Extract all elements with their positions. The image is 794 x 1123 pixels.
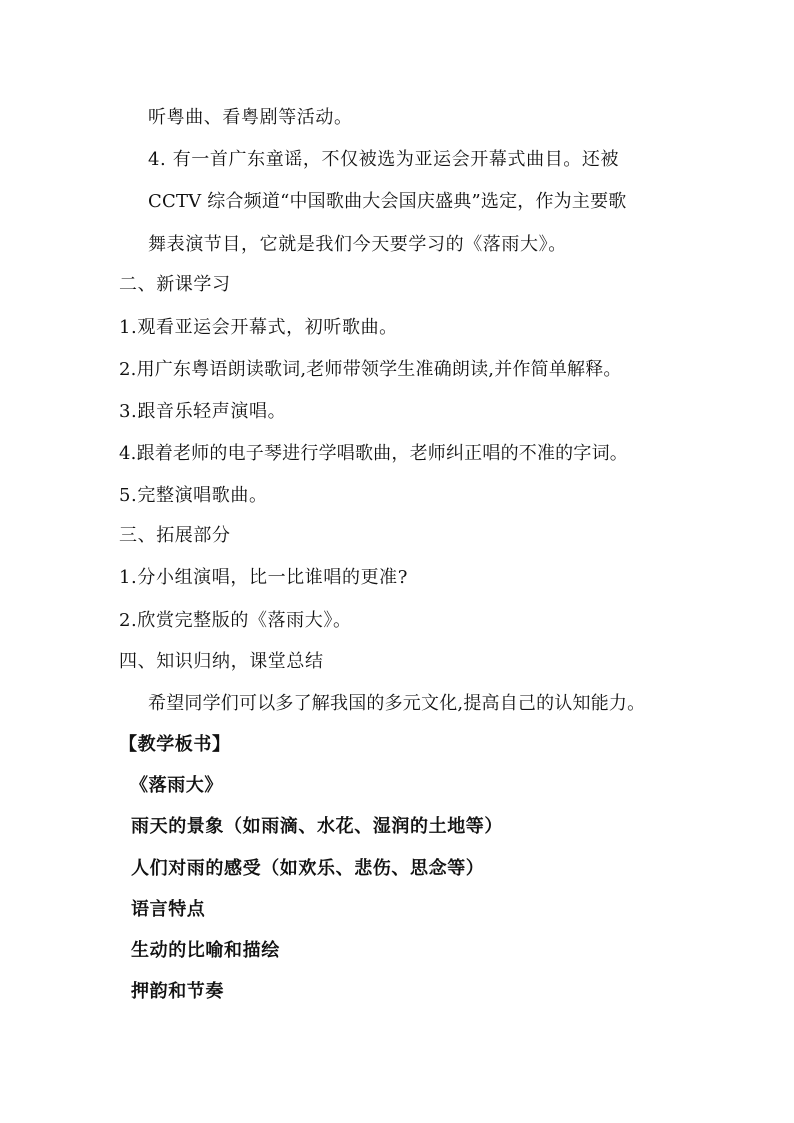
board-item-feelings: 人们对雨的感受（如欢乐、悲伤、思念等）	[131, 858, 485, 879]
intro-line-4: 舞表演节目，它就是我们今天要学习的《落雨大》。	[148, 234, 567, 255]
section-title-summary: 四、知识归纳，课堂总结	[119, 651, 324, 672]
board-item-metaphors: 生动的比喻和描绘	[131, 940, 280, 961]
new-lesson-item-5: 5.完整演唱歌曲。	[119, 485, 268, 506]
new-lesson-item-3: 3.跟音乐轻声演唱。	[119, 401, 287, 422]
intro-line-3: CCTV 综合频道“中国歌曲大会国庆盛典”选定，作为主要歌	[148, 191, 627, 212]
new-lesson-item-1: 1.观看亚运会开幕式，初听歌曲。	[119, 317, 398, 338]
new-lesson-item-4: 4.跟着老师的电子琴进行学唱歌曲，老师纠正唱的不准的字词。	[119, 443, 628, 464]
board-item-song-title: 《落雨大》	[130, 775, 223, 796]
extension-item-1: 1.分小组演唱，比一比谁唱的更准?	[119, 567, 409, 588]
board-item-language-features: 语言特点	[131, 899, 206, 920]
board-title: 【教学板书】	[119, 734, 231, 755]
new-lesson-item-2: 2.用广东粤语朗读歌词,老师带领学生准确朗读,并作简单解释。	[119, 359, 622, 380]
section-title-extension: 三、拓展部分	[119, 525, 231, 546]
extension-item-2: 2.欣赏完整版的《落雨大》。	[119, 610, 352, 631]
summary-text: 希望同学们可以多了解我国的多元文化,提高自己的认知能力。	[148, 693, 646, 714]
intro-line-1: 听粤曲、看粤剧等活动。	[148, 107, 353, 128]
board-item-rainy-scene: 雨天的景象（如雨滴、水花、湿润的土地等）	[131, 816, 503, 837]
intro-line-2: 4. 有一首广东童谣，不仅被选为亚运会开幕式曲目。还被	[148, 149, 620, 170]
board-item-rhythm: 押韵和节奏	[131, 981, 224, 1002]
section-title-new-lesson: 二、新课学习	[119, 274, 231, 295]
